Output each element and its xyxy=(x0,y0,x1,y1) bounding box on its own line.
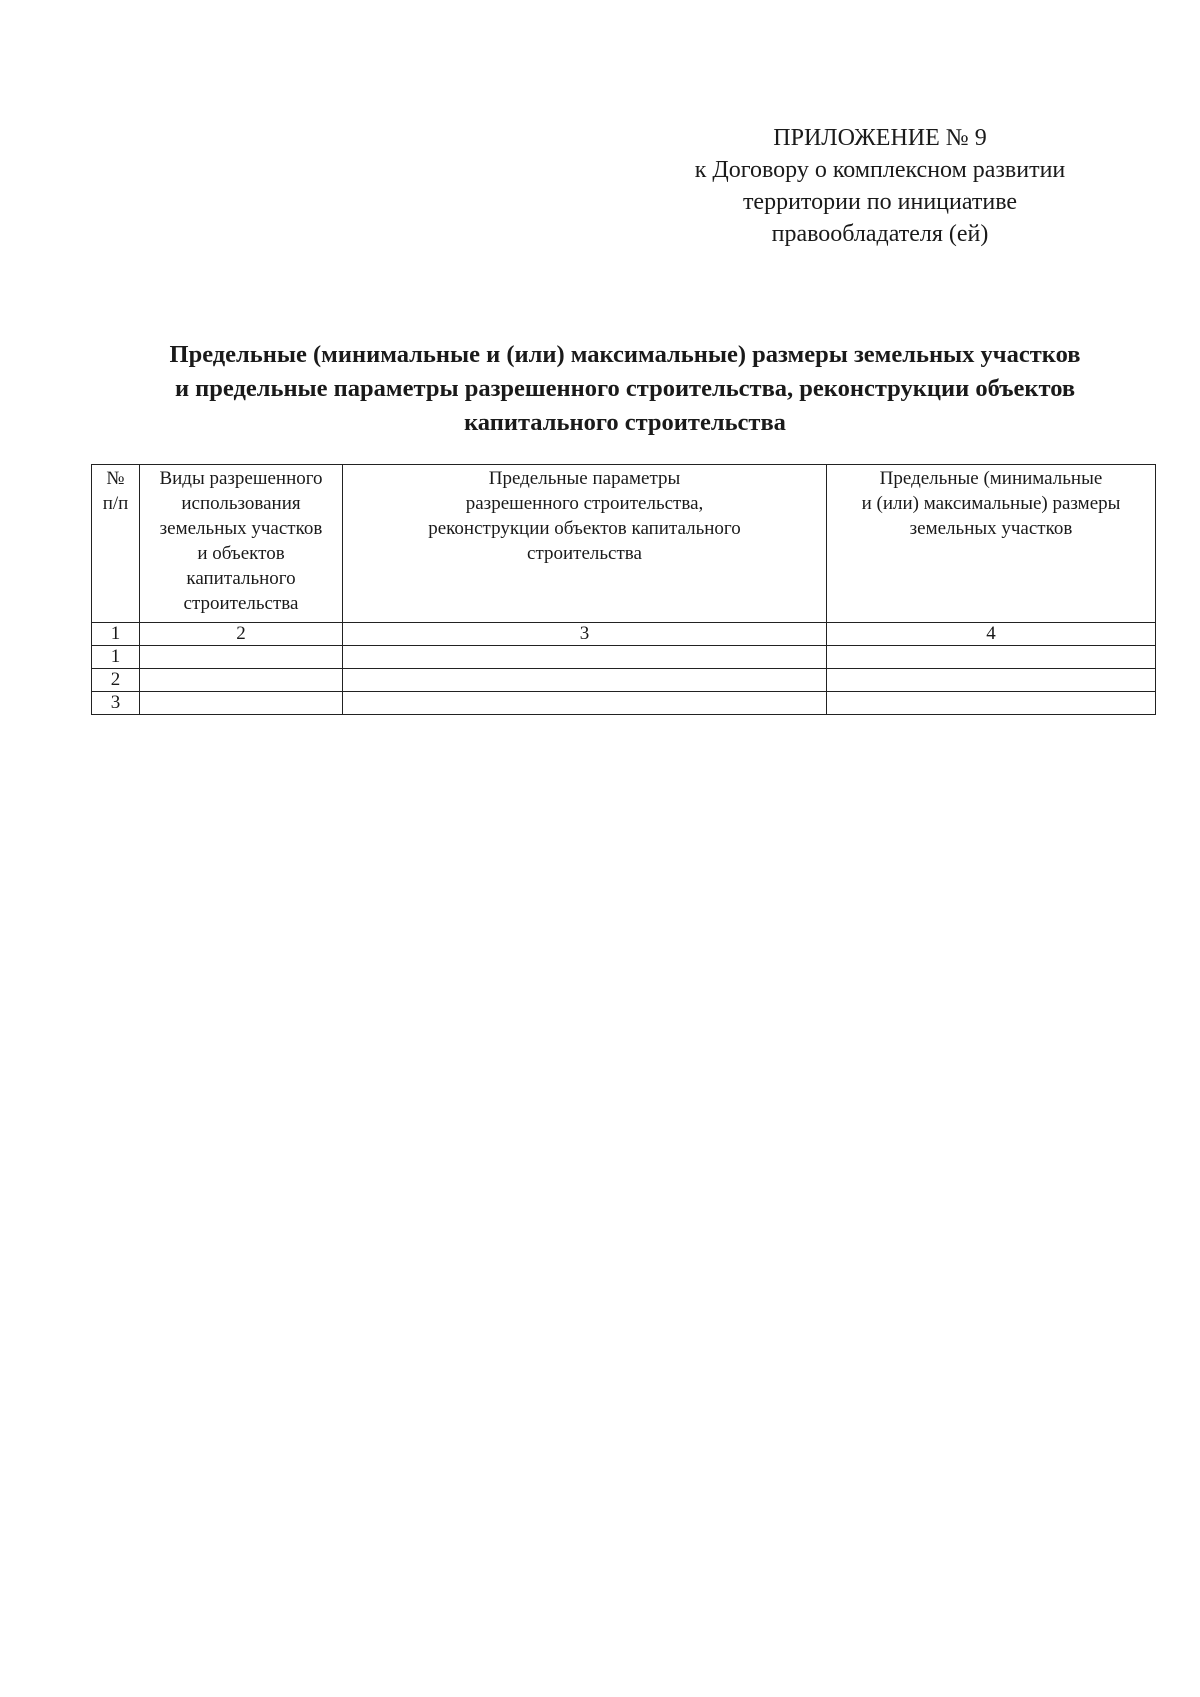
table-row xyxy=(92,692,1156,715)
appendix-reference-line: территории по инициативе xyxy=(742,189,1018,215)
appendix-number: ПРИЛОЖЕНИЕ № 9 xyxy=(773,125,987,151)
table-cell xyxy=(140,669,343,692)
header-construction-parameters xyxy=(343,465,827,623)
table-cell xyxy=(343,692,827,715)
header-line: и объектов xyxy=(197,543,285,564)
table-cell xyxy=(140,692,343,715)
column-number: 1 xyxy=(92,623,140,646)
header-line: земельных участков xyxy=(909,518,1073,539)
parameters-table xyxy=(91,464,1156,715)
header-line: строительства xyxy=(527,543,642,564)
table-cell xyxy=(827,669,1156,692)
table-row xyxy=(92,669,1156,692)
header-line: строительства xyxy=(183,593,299,614)
table-cell xyxy=(343,646,827,669)
header-line: капитального xyxy=(186,568,296,589)
header-line: Виды разрешенного xyxy=(159,468,323,489)
table-cell xyxy=(343,669,827,692)
header-line: земельных участков xyxy=(159,518,323,539)
header-plot-sizes xyxy=(827,465,1156,623)
table-row xyxy=(92,646,1156,669)
table-header-row xyxy=(92,465,1156,623)
appendix-reference-line: к Договору о комплексном развитии xyxy=(694,157,1066,183)
header-line: № xyxy=(106,468,125,489)
header-line: и (или) максимальные) размеры xyxy=(861,493,1121,514)
table-cell xyxy=(140,646,343,669)
appendix-heading xyxy=(640,122,1120,250)
table-cell xyxy=(827,692,1156,715)
header-line: реконструкции объектов капитального xyxy=(428,518,741,539)
header-line: п/п xyxy=(102,493,129,514)
row-number: 2 xyxy=(92,669,140,692)
header-permitted-use xyxy=(140,465,343,623)
title-line: Предельные (минимальные и (или) максимальные) размеры земельных участков xyxy=(169,341,1081,368)
column-number: 4 xyxy=(827,623,1156,646)
document-title xyxy=(60,338,1190,440)
header-line: Предельные (минимальные xyxy=(879,468,1103,489)
title-line: и предельные параметры разрешенного строительства, реконструкции объектов xyxy=(174,375,1076,402)
appendix-reference-line: правообладателя (ей) xyxy=(771,221,989,247)
header-line: Предельные параметры xyxy=(488,468,681,489)
title-line: капитального строительства xyxy=(464,409,786,436)
column-number: 3 xyxy=(343,623,827,646)
header-line: использования xyxy=(181,493,301,514)
column-number: 2 xyxy=(140,623,343,646)
column-number-row xyxy=(92,623,1156,646)
row-number: 1 xyxy=(92,646,140,669)
row-number: 3 xyxy=(92,692,140,715)
header-number xyxy=(92,465,140,623)
header-line: разрешенного строительства, xyxy=(465,493,704,514)
table-cell xyxy=(827,646,1156,669)
